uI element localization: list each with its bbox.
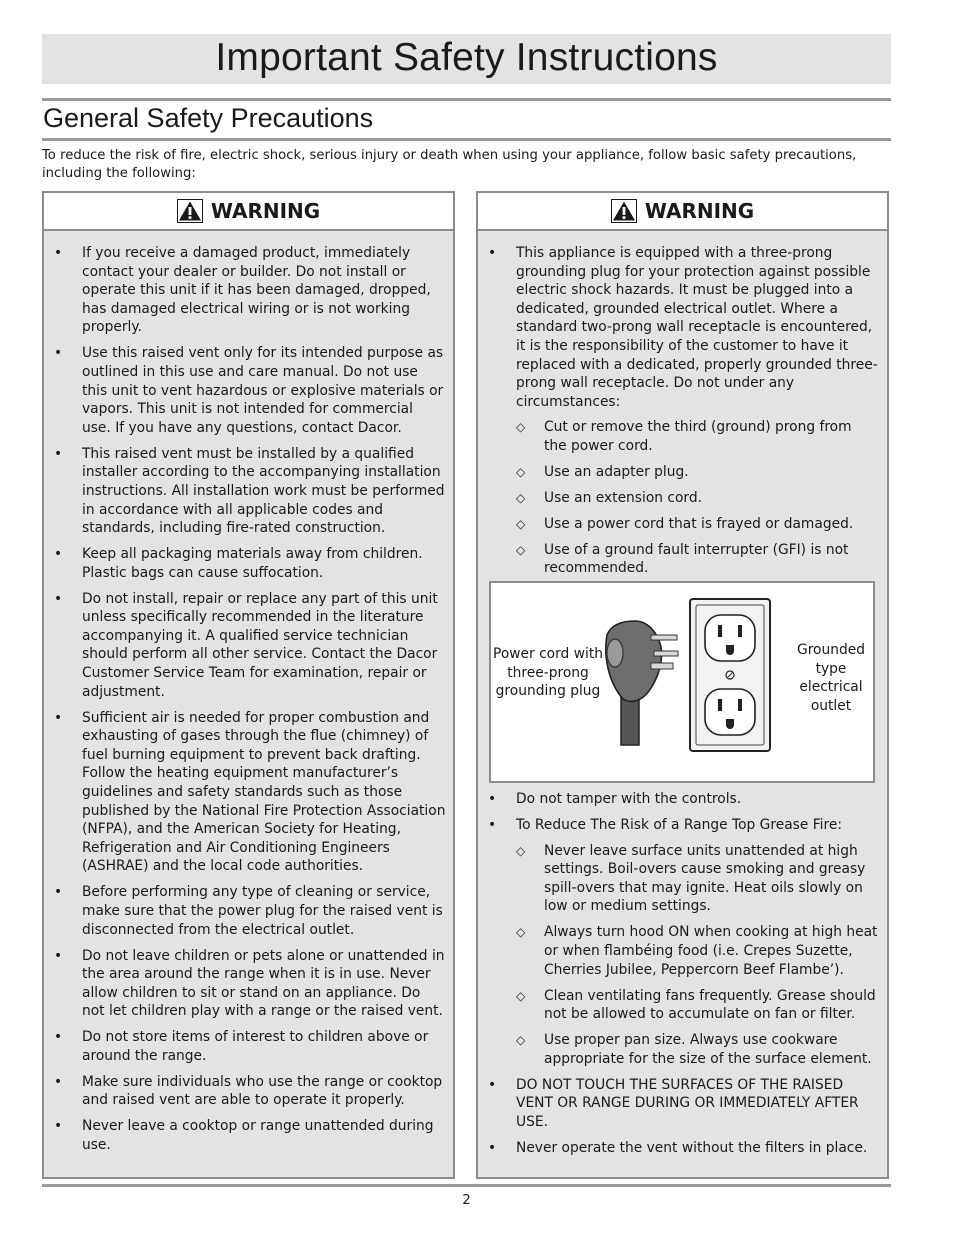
grease-intro: To Reduce The Risk of a Range Top Grease Fire: — [516, 816, 842, 833]
grounding-sublist — [516, 418, 878, 578]
sub-item: ◇ Use proper pan size. Always use cookware appropriate for the size of the surface element. — [516, 1032, 872, 1067]
list-item: • Do not leave children or pets alone or unattended in the area around the range when it is in use. Never allow children to sit or stand on an appliance. Do not let children play with a range or the raised vent. — [54, 947, 445, 1020]
sub-item: ◇ Clean ventilating fans frequently. Grease should not be allowed to accumulate on fan or filter. — [516, 987, 876, 1023]
list-item: • Do not install, repair or replace any part of this unit unless specifically recommended in the literature accompanying it. A qualified service technician should perform all other service. Contact the Dacor Customer Service Team for examination, repair or adjustment. — [54, 590, 438, 700]
cord-label: Power cord with three-prong grounding plug — [493, 646, 603, 700]
right-warning-panel — [476, 191, 889, 1179]
list-item: • Never leave a cooktop or range unattended during use. — [54, 1118, 434, 1154]
list-item: • Use this raised vent only for its intended purpose as outlined in this use and care manual. Do not use this unit to vent hazardous or explosive materials or vapors. This unit is not intended for commercial use. If you have any questions, contact Dacor. — [54, 345, 444, 436]
divider-section — [42, 138, 891, 141]
grounding-intro: This appliance is equipped with a three-prong grounding plug for your protection against possible electric shock hazards. It must be plugged into a dedicated, grounded electrical outlet. Where a standard two-prong wall receptacle is encountered, it is the responsibility of the customer to have it replaced with a dedicated, properly grounded three-prong wall receptacle. Do not under any circumstances: — [516, 245, 878, 410]
list-item: • Do not store items of interest to children above or around the range. — [54, 1029, 429, 1064]
warning-label: WARNING — [210, 199, 321, 223]
sub-item: ◇ Never leave surface units unattended at high settings. Boil-overs cause smoking and greasy spill-overs that may ignite. Heat oils slowly on low or medium settings. — [516, 842, 866, 915]
plug-outlet-figure — [489, 581, 875, 783]
list-item: • Never operate the vent without the filters in place. — [488, 1139, 868, 1156]
right-warning-header — [478, 193, 887, 231]
left-warning-list — [46, 244, 446, 1162]
sub-item: ◇ Use an adapter plug. — [516, 463, 689, 480]
sub-item: ◇ Use of a ground fault interrupter (GFI) is not recommended. — [516, 541, 849, 577]
page-number: 2 — [462, 1193, 471, 1208]
warning-triangle-icon — [611, 199, 637, 223]
list-item: • Do not tamper with the controls. — [488, 791, 742, 807]
warning-triangle-icon — [177, 199, 203, 223]
list-item: • Sufficient air is needed for proper combustion and exhausting of gases through the flue (chimney) of fuel burning equipment to prevent back drafting. Follow the heating equipment manufacturer’s guidelines and safety standards such as those published by the National Fire Protection Association (NFPA), and the American Society for Heating, Refrigeration and Air Conditioning Engineers (ASHRAE) and the local code authorities. — [54, 709, 446, 875]
list-item: • Keep all packaging materials away from children. Plastic bags can cause suffocation. — [54, 546, 423, 581]
list-item: • DO NOT TOUCH THE SURFACES OF THE RAISED VENT OR RANGE DURING OR IMMEDIATELY AFTER USE. — [488, 1076, 859, 1130]
left-warning-panel — [42, 191, 455, 1179]
grease-sublist — [516, 842, 882, 1069]
list-item: • Make sure individuals who use the range or cooktop and raised vent are able to operate it properly. — [54, 1073, 443, 1109]
page-title: Important Safety Instructions — [215, 36, 718, 79]
controls-list — [480, 790, 882, 1165]
list-item: • This raised vent must be installed by a qualified installer according to the accompanying installation instructions. All installation work must be performed in accordance with all applicable codes and standards, including fire-rated construction. — [54, 445, 445, 537]
divider-bottom — [42, 1184, 891, 1187]
plug-and-outlet-icon — [599, 595, 783, 765]
outlet-label: Grounded type electrical outlet — [797, 642, 865, 714]
list-item: • To Reduce The Risk of a Range Top Grease Fire: ◇ Never leave surface units unattended at high settings. Boil-overs cause smoking and greasy spill-overs that may ignite. Heat oils slowly on low or medium settings. ◇ Always turn hood ON when cooking at high heat or when flambéing food (i.e. Crepes Suzette, Cherries Jubilee, Peppercorn Beef Flambe’). ◇ Clean ventilating fans frequently. Grease should not be allowed to accumulate on fan or filter. ◇ Use proper pan size. Always use cookware appropriate for the size of the surface element. — [480, 816, 882, 1068]
warning-label: WARNING — [644, 199, 755, 223]
grounding-list — [480, 244, 878, 585]
sub-item: ◇ Use a power cord that is frayed or damaged. — [516, 515, 854, 532]
list-item: • If you receive a damaged product, immediately contact your dealer or builder. Do not install or operate this unit if it has been damaged, dropped, has damaged electrical wiring or is not working properly. — [54, 245, 431, 336]
sub-item: ◇ Cut or remove the third (ground) prong from the power cord. — [516, 419, 852, 454]
title-bar — [42, 34, 891, 84]
intro-text: To reduce the risk of fire, electric shock, serious injury or death when using your appliance, follow basic safety precautions, including the following: — [42, 148, 857, 181]
section-title: General Safety Precautions — [43, 103, 374, 133]
sub-item: ◇ Always turn hood ON when cooking at high heat or when flambéing food (i.e. Crepes Suzette, Cherries Jubilee, Peppercorn Beef Flambe’). — [516, 924, 878, 978]
list-item: • This appliance is equipped with a three-prong grounding plug for your protection against possible electric shock hazards. It must be plugged into a dedicated, grounded electrical outlet. Where a standard two-prong wall receptacle is encountered, it is the responsibility of the customer to have it replaced with a dedicated, properly grounded three-prong wall receptacle. Do not under any circumstances: ◇ Cut or remove the third (ground) prong from the power cord. ◇ Use an adapter plug. ◇ Use an extension cord. ◇ Use a power cord that is frayed or damaged. ◇ Use of a ground fault interrupter (GFI) is not recommended. — [488, 245, 878, 577]
list-item: • Before performing any type of cleaning or service, make sure that the power plug for the raised vent is disconnected from the electrical outlet. — [54, 884, 443, 938]
sub-item: ◇ Use an extension cord. — [516, 489, 702, 506]
left-warning-header — [44, 193, 453, 231]
